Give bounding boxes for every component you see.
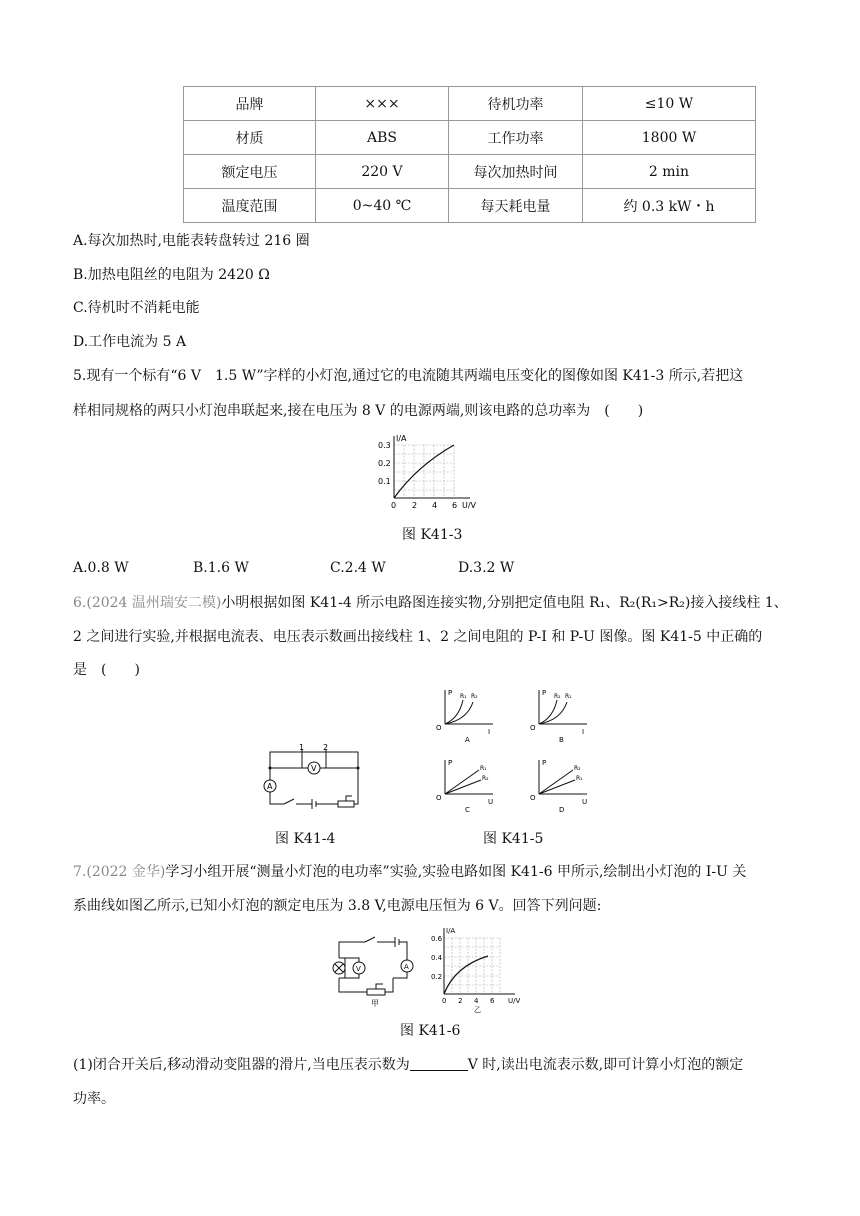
y-tick-label: 0.3 [378,441,391,450]
table-cell: 温度范围 [184,189,316,223]
label-jia: 甲 [371,999,379,1008]
table-cell: 约 0.3 kW・h [583,189,756,223]
table-cell: 0~40 ℃ [316,189,449,223]
table-cell: 材质 [184,121,316,155]
panel-label: D [559,806,565,814]
i-u-curve [444,956,488,994]
x-axis-label: I [582,728,585,736]
voltmeter-icon: V [356,965,361,973]
table-cell: 每次加热时间 [449,155,583,189]
table-cell: ABS [316,121,449,155]
figure-k41-3-graph [362,432,492,516]
q4-option-c: C.待机时不消耗电能 [73,300,200,316]
q7-sub1-text-a: (1)闭合开关后,移动滑动变阻器的滑片,当电压表示数为 [73,1057,410,1073]
table-row [184,121,756,155]
x-tick-label: 2 [458,997,463,1005]
curve-label: R₁ [460,693,467,700]
q4-option-a: A.每次加热时,电能表转盘转过 216 圈 [73,233,310,249]
voltmeter-icon: V [311,764,317,773]
curve-label: R₁ [576,775,583,782]
graph-panel-b [530,689,587,744]
q5-option-b: B.1.6 W [193,560,249,576]
y-tick-label: 0.2 [431,973,443,981]
figure-k41-4-caption: 图 K41-4 [275,831,336,847]
table-cell: ≤10 W [583,87,756,121]
panel-label: B [559,736,564,744]
figure-k41-6-circuit [325,932,425,1012]
figure-k41-6-caption: 图 K41-6 [400,1023,461,1039]
x-tick-label: 6 [452,501,458,510]
graph-panel-a [436,689,493,744]
q5-stem-line2: 样相同规格的两只小灯泡串联起来,接在电压为 8 V 的电源两端,则该电路的总功率为 ( ) [73,403,644,419]
spec-table [183,86,756,223]
label-yi: 乙 [474,1006,481,1014]
curve-label: R₁ [480,765,487,772]
origin-label: O [436,794,442,802]
p-axis-label: P [448,759,453,767]
table-cell: 220 V [316,155,449,189]
origin-label: O [436,724,442,732]
ammeter-icon: A [267,782,273,791]
table-row [184,189,756,223]
x-axis-label: U/V [462,501,477,510]
p-axis-label: P [448,689,453,697]
x-tick-label: 2 [412,501,418,510]
curve-label: R₂ [554,693,561,700]
answer-blank[interactable] [410,1056,468,1071]
curve-label: R₂ [574,765,581,772]
q4-option-b: B.加热电阻丝的电阻为 2420 Ω [73,267,270,283]
q5-stem-line1: 5.现有一个标有“6 V 1.5 W”字样的小灯泡,通过它的电流随其两端电压变化的图像如图 K41-3 所示,若把这 [73,368,744,384]
q7-sub1-text-b: V 时,读出电流表示数,即可计算小灯泡的额定 [467,1057,744,1073]
x-axis-label: U/V [508,997,521,1005]
q5-option-c: C.2.4 W [330,560,386,576]
x-tick-label: 4 [432,501,438,510]
curve-label: R₂ [482,775,489,782]
table-row [184,155,756,189]
curve-label: R₂ [471,693,478,700]
p-axis-label: P [542,759,547,767]
graph-panel-c [436,759,493,814]
y-tick-label: 0.2 [378,459,391,468]
figure-k41-5-graphs [433,686,593,816]
table-cell: 工作功率 [449,121,583,155]
table-cell: 2 min [583,155,756,189]
q4-option-d: D.工作电流为 5 A [73,334,187,350]
y-tick-label: 0.4 [431,954,443,962]
q6-source: 6.(2024 温州瑞安二模) [73,595,222,611]
q7-stem-text: 学习小组开展“测量小灯泡的电功率”实验,实验电路如图 K41-6 甲所示,绘制出小灯泡的 I-U 关 [165,864,747,880]
table-cell: 1800 W [583,121,756,155]
panel-label: A [465,736,470,744]
q6-stem-line3: 是 ( ) [73,662,140,678]
figure-k41-4-circuit [258,742,370,810]
table-row [184,87,756,121]
q6-stem-line2: 2 之间进行实验,并根据电流表、电压表示数画出接线柱 1、2 之间电阻的 P-I 和 P-U 图像。图 K41-5 中正确的 [73,629,763,645]
q6-stem-text: 小明根据如图 K41-4 所示电路图连接实物,分别把定值电阻 R₁、R₂(R₁>R₂)接入接线柱 1、 [221,595,788,611]
curve-label: R₁ [565,693,572,700]
x-tick-label: 6 [490,997,495,1005]
x-axis-label: U [582,798,588,806]
q7-sub1-line2: 功率。 [73,1091,115,1107]
figure-k41-3-caption: 图 K41-3 [402,527,463,543]
q5-option-d: D.3.2 W [458,560,515,576]
q7-sub1-line1 [73,1055,743,1075]
y-axis-label: I/A [396,434,407,443]
panel-label: C [465,806,470,814]
q7-source: 7.(2022 金华) [73,864,166,880]
ammeter-icon: A [404,963,409,971]
table-cell: ××× [316,87,449,121]
p-axis-label: P [542,689,547,697]
x-tick-label: 0 [442,997,447,1005]
table-cell: 待机功率 [449,87,583,121]
x-axis-label: I [488,728,491,736]
figure-k41-5-caption: 图 K41-5 [483,831,544,847]
table-cell: 品牌 [184,87,316,121]
q6-stem-line1 [73,593,788,613]
x-tick-label: 0 [391,501,397,510]
table-cell: 额定电压 [184,155,316,189]
x-tick-label: 4 [474,997,479,1005]
origin-label: O [530,794,536,802]
figure-k41-6-graph [425,922,535,1014]
origin-label: O [530,724,536,732]
graph-panel-d [530,759,587,814]
q5-option-a: A.0.8 W [73,560,129,576]
y-tick-label: 0.1 [378,477,391,486]
q7-stem-line1 [73,862,746,882]
x-axis-label: U [488,798,494,806]
table-cell: 每天耗电量 [449,189,583,223]
y-axis-label: I/A [446,927,456,935]
terminal-2-label: 2 [323,743,329,752]
terminal-1-label: 1 [299,743,305,752]
q7-stem-line2: 系曲线如图乙所示,已知小灯泡的额定电压为 3.8 V,电源电压恒为 6 V。回答下列问题: [73,898,602,914]
y-tick-label: 0.6 [431,935,443,943]
